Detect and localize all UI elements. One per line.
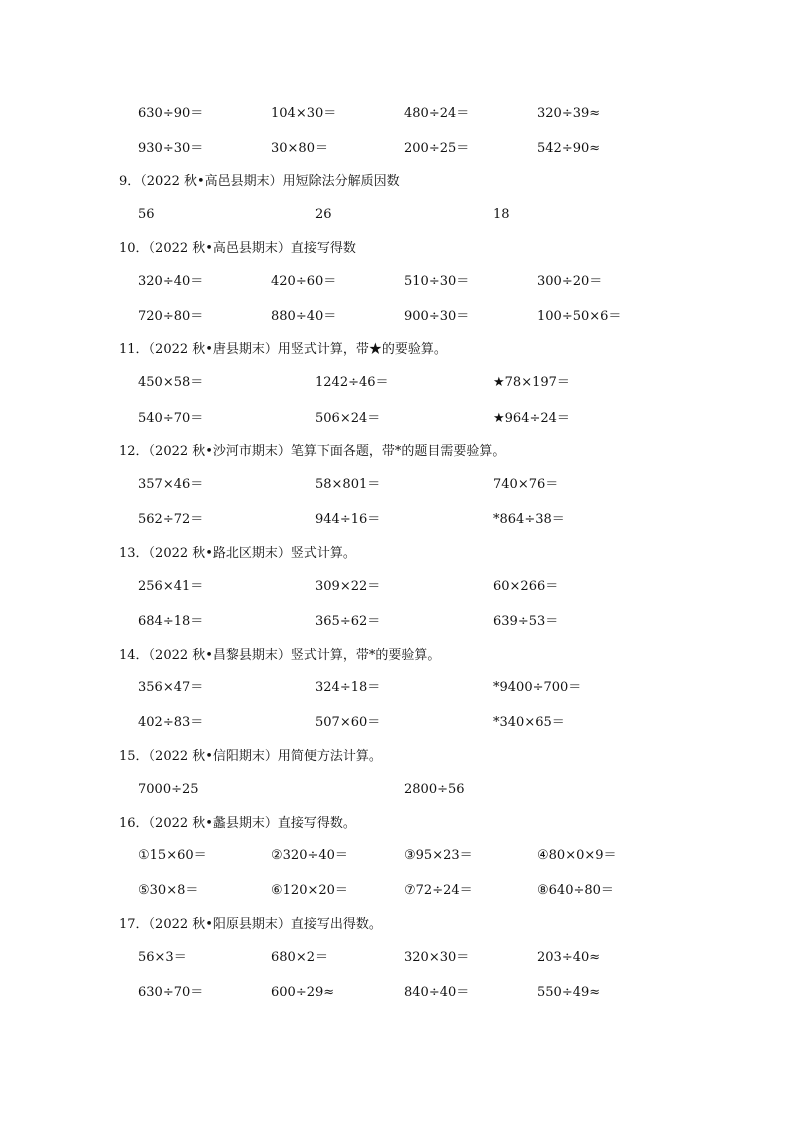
problem: 56×3＝ <box>138 950 187 965</box>
problem: ⑦72÷24＝ <box>404 883 473 898</box>
problem: 450×58＝ <box>138 375 204 390</box>
problem: 30×80＝ <box>271 141 328 156</box>
problem: 930÷30＝ <box>138 141 204 156</box>
problem: ★78×197＝ <box>493 375 570 390</box>
problem: 900÷30＝ <box>404 309 470 324</box>
problem: 720÷80＝ <box>138 309 204 324</box>
problem: 507×60＝ <box>315 715 381 730</box>
problem: 540÷70＝ <box>138 411 204 426</box>
q10-row-2 <box>0 306 794 328</box>
q14-row-1 <box>0 677 794 699</box>
question-15-title: 15．（2022 秋•信阳期末）用简便方法计算。 <box>119 749 382 764</box>
problem: 203÷40≈ <box>537 950 601 965</box>
q11-row-1 <box>0 372 794 394</box>
problem: 542÷90≈ <box>537 141 601 156</box>
problem: 100÷50×6＝ <box>537 309 622 324</box>
problem: 506×24＝ <box>315 411 381 426</box>
problem: *9400÷700＝ <box>493 680 582 695</box>
problem: ⑧640÷80＝ <box>537 883 614 898</box>
problem: 880÷40＝ <box>271 309 337 324</box>
q15-row <box>0 779 794 801</box>
problem: 7000÷25 <box>138 782 199 797</box>
question-17-title: 17．（2022 秋•阳原县期末）直接写出得数。 <box>119 917 382 932</box>
problem: 320÷39≈ <box>537 106 601 121</box>
problem: ①15×60＝ <box>138 848 207 863</box>
problem: 480÷24＝ <box>404 106 470 121</box>
problem: ⑤30×8＝ <box>138 883 199 898</box>
question-9-title: 9．（2022 秋•高邑县期末）用短除法分解质因数 <box>119 174 400 189</box>
number: 26 <box>315 207 332 222</box>
problem: *340×65＝ <box>493 715 565 730</box>
question-10-title: 10．（2022 秋•高邑县期末）直接写得数 <box>119 241 356 256</box>
problem: 562÷72＝ <box>138 512 204 527</box>
question-12-title: 12．（2022 秋•沙河市期末）笔算下面各题，带*的题目需要验算。 <box>119 444 506 459</box>
problem: 600÷29≈ <box>271 985 335 1000</box>
problem: 320×30＝ <box>404 950 470 965</box>
question-13-title: 13．（2022 秋•路北区期末）竖式计算。 <box>119 546 356 561</box>
problem: 420÷60＝ <box>271 274 337 289</box>
q17-row-1 <box>0 947 794 969</box>
problem: 630÷70＝ <box>138 985 204 1000</box>
problem: 200÷25＝ <box>404 141 470 156</box>
problem: 60×266＝ <box>493 579 559 594</box>
problem: ★964÷24＝ <box>493 411 570 426</box>
problem: 550÷49≈ <box>537 985 601 1000</box>
problem: 104×30＝ <box>271 106 337 121</box>
problem: 356×47＝ <box>138 680 204 695</box>
problem: 944÷16＝ <box>315 512 381 527</box>
q13-row-1 <box>0 576 794 598</box>
q10-row-1 <box>0 271 794 293</box>
problem: 357×46＝ <box>138 477 204 492</box>
q11-row-2 <box>0 408 794 430</box>
problem: 320÷40＝ <box>138 274 204 289</box>
q16-row-1 <box>0 845 794 867</box>
question-16-title: 16．（2022 秋•蠡县期末）直接写得数。 <box>119 816 356 831</box>
problem: 324÷18＝ <box>315 680 381 695</box>
problem: 309×22＝ <box>315 579 381 594</box>
number: 18 <box>493 207 510 222</box>
problem: 840÷40＝ <box>404 985 470 1000</box>
problem: 680×2＝ <box>271 950 328 965</box>
problem: 365÷62＝ <box>315 614 381 629</box>
problem: ⑥120×20＝ <box>271 883 348 898</box>
problem: 630÷90＝ <box>138 106 204 121</box>
problem: 2800÷56 <box>404 782 465 797</box>
q8-row-1 <box>0 103 794 125</box>
problem: 639÷53＝ <box>493 614 559 629</box>
problem: 510÷30＝ <box>404 274 470 289</box>
question-14-title: 14．（2022 秋•昌黎县期末）竖式计算，带*的要验算。 <box>119 648 441 663</box>
q9-row <box>0 204 794 226</box>
q17-row-2 <box>0 982 794 1004</box>
problem: 684÷18＝ <box>138 614 204 629</box>
problem: ③95×23＝ <box>404 848 473 863</box>
q12-row-2 <box>0 509 794 531</box>
problem: 58×801＝ <box>315 477 381 492</box>
q8-row-2 <box>0 138 794 160</box>
problem: ②320÷40＝ <box>271 848 348 863</box>
problem: 740×76＝ <box>493 477 559 492</box>
question-11-title: 11．（2022 秋•唐县期末）用竖式计算，带★的要验算。 <box>119 342 447 357</box>
q12-row-1 <box>0 474 794 496</box>
problem: 300÷20＝ <box>537 274 603 289</box>
q14-row-2 <box>0 712 794 734</box>
problem: 256×41＝ <box>138 579 204 594</box>
q13-row-2 <box>0 611 794 633</box>
problem: 402÷83＝ <box>138 715 204 730</box>
q16-row-2 <box>0 880 794 902</box>
problem: ④80×0×9＝ <box>537 848 617 863</box>
problem: *864÷38＝ <box>493 512 565 527</box>
problem: 1242÷46＝ <box>315 375 389 390</box>
number: 56 <box>138 207 155 222</box>
